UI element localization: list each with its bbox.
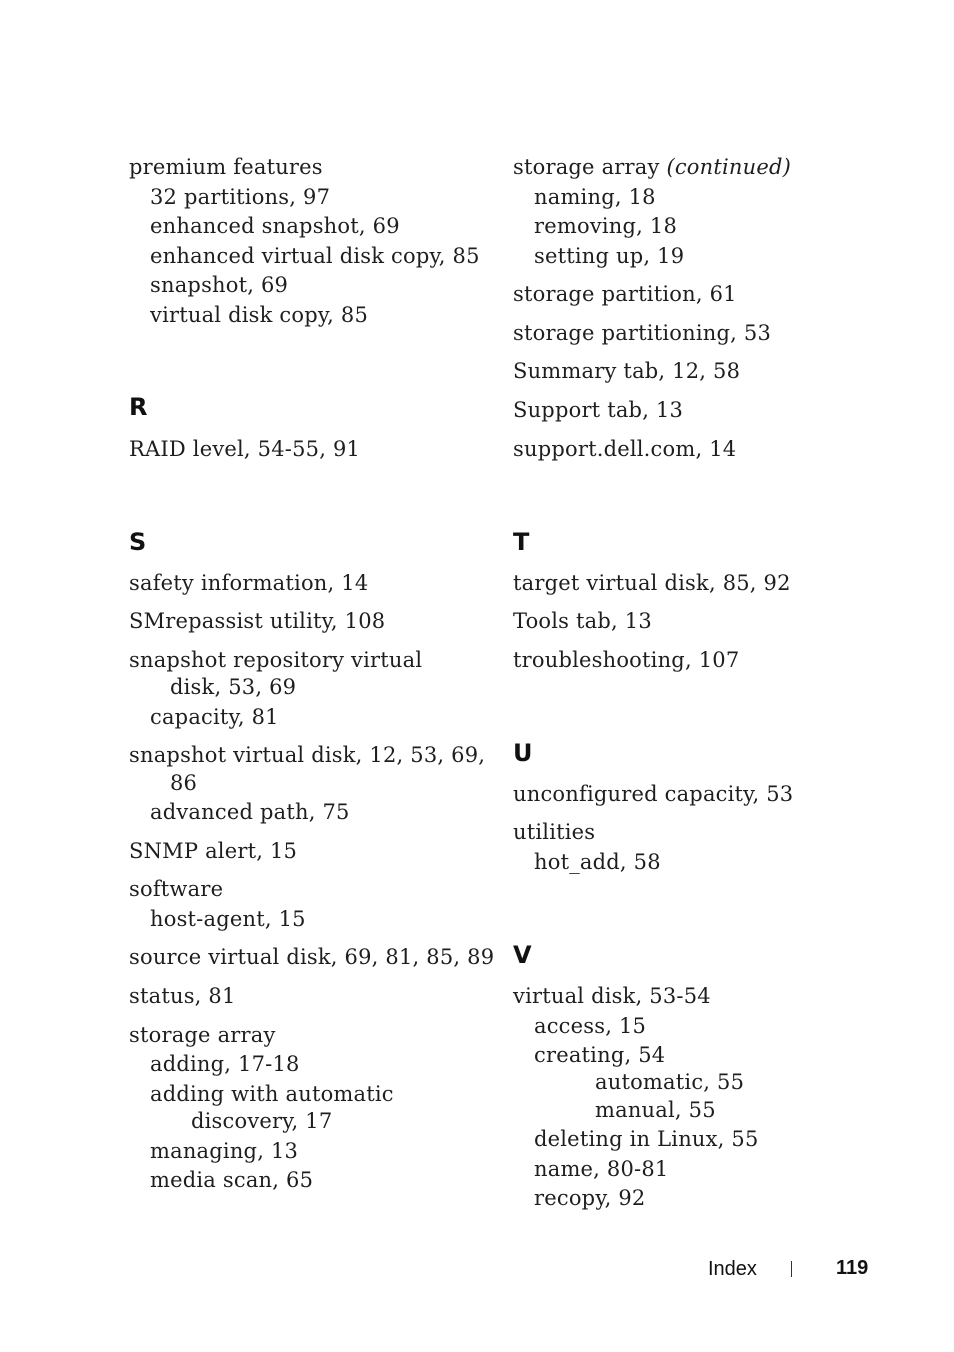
index-entry: Summary tab, 12, 58 xyxy=(513,359,741,383)
index-entry: SNMP alert, 15 xyxy=(129,839,298,863)
index-subentry: recopy, 92 xyxy=(534,1186,646,1210)
index-subentry: managing, 13 xyxy=(150,1139,299,1163)
index-term: storage array xyxy=(513,155,660,179)
index-entry: snapshot repository virtual xyxy=(129,648,423,672)
index-subentry: capacity, 81 xyxy=(150,705,279,729)
index-subentry: deleting in Linux, 55 xyxy=(534,1127,759,1151)
index-subentry: hot_add, 58 xyxy=(534,850,661,874)
section-heading-t: T xyxy=(513,528,530,556)
index-subsubentry: manual, 55 xyxy=(595,1098,716,1122)
index-subentry: adding with automatic xyxy=(150,1082,394,1106)
footer-divider xyxy=(791,1261,792,1277)
index-entry: utilities xyxy=(513,820,596,844)
section-heading-u: U xyxy=(513,739,533,767)
section-heading-v: V xyxy=(513,941,532,969)
index-entry: storage array xyxy=(129,1023,276,1047)
index-subentry: host-agent, 15 xyxy=(150,907,306,931)
index-entry: safety information, 14 xyxy=(129,571,369,595)
index-subentry: naming, 18 xyxy=(534,185,656,209)
index-entry: source virtual disk, 69, 81, 85, 89 xyxy=(129,945,495,969)
index-subentry: advanced path, 75 xyxy=(150,800,350,824)
index-entry-continuation: 86 xyxy=(170,771,198,795)
index-entry: RAID level, 54-55, 91 xyxy=(129,437,361,461)
section-heading-r: R xyxy=(129,393,148,421)
index-subentry: enhanced snapshot, 69 xyxy=(150,214,400,238)
index-subentry: access, 15 xyxy=(534,1014,647,1038)
index-entry-continuation: disk, 53, 69 xyxy=(170,675,297,699)
index-subentry: snapshot, 69 xyxy=(150,273,289,297)
index-entry: Support tab, 13 xyxy=(513,398,684,422)
index-entry-storage-array-continued xyxy=(513,154,791,180)
index-subentry: 32 partitions, 97 xyxy=(150,185,331,209)
index-entry: virtual disk, 53-54 xyxy=(513,984,711,1008)
index-subentry: removing, 18 xyxy=(534,214,678,238)
index-subentry: name, 80-81 xyxy=(534,1157,669,1181)
index-subentry: enhanced virtual disk copy, 85 xyxy=(150,244,480,268)
index-entry: snapshot virtual disk, 12, 53, 69, xyxy=(129,743,486,767)
index-subentry: media scan, 65 xyxy=(150,1168,314,1192)
index-subentry: creating, 54 xyxy=(534,1043,666,1067)
index-entry-premium-features: premium features xyxy=(129,155,323,179)
index-entry: storage partition, 61 xyxy=(513,282,737,306)
index-subentry: virtual disk copy, 85 xyxy=(150,303,369,327)
index-entry: target virtual disk, 85, 92 xyxy=(513,571,791,595)
index-entry: storage partitioning, 53 xyxy=(513,321,771,345)
page-number: 119 xyxy=(836,1257,869,1279)
index-entry: Tools tab, 13 xyxy=(513,609,652,633)
index-subentry-continuation: discovery, 17 xyxy=(191,1109,333,1133)
index-entry: troubleshooting, 107 xyxy=(513,648,740,672)
index-entry: SMrepassist utility, 108 xyxy=(129,609,386,633)
index-entry: unconfigured capacity, 53 xyxy=(513,782,794,806)
continued-label: (continued) xyxy=(666,155,792,179)
index-subentry: setting up, 19 xyxy=(534,244,685,268)
index-subentry: adding, 17-18 xyxy=(150,1052,300,1076)
index-entry: support.dell.com, 14 xyxy=(513,437,737,461)
section-heading-s: S xyxy=(129,528,147,556)
index-entry: status, 81 xyxy=(129,984,236,1008)
index-subsubentry: automatic, 55 xyxy=(595,1070,745,1094)
index-entry: software xyxy=(129,877,224,901)
footer-section-label: Index xyxy=(708,1258,757,1280)
